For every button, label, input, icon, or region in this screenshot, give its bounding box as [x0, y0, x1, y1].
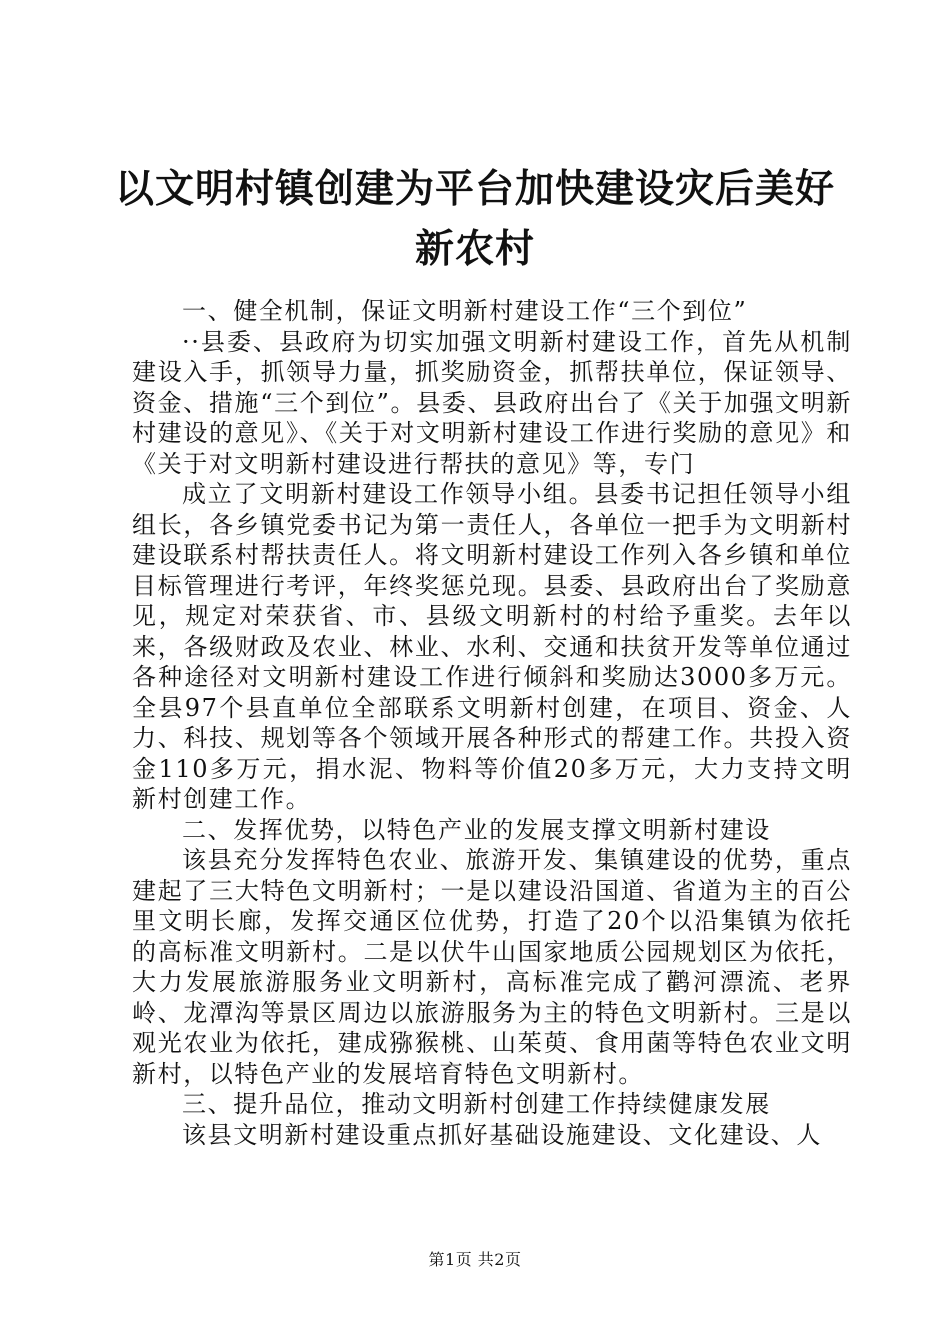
- section-heading-3: 三、提升品位，推动文明新村创建工作持续健康发展: [182, 1090, 771, 1118]
- document-body: [132, 296, 852, 1150]
- section-heading-1: 一、健全机制，保证文明新村建设工作“三个到位”: [182, 297, 748, 325]
- paragraph-2: 成立了文明新村建设工作领导小组。县委书记担任领导小组组长，各乡镇党委书记为第一责任人，各单位一把手为文明新村建设联系村帮扶责任人。将文明新村建设工作列入各乡镇和单位目标管理进行考评，年终奖惩兑现。县委、县政府出台了奖励意见，规定对荣获省、市、县级文明新村的村给予重奖。去年以来，各级财政及农业、林业、水利、交通和扶贫开发等单位通过各种途径对文明新村建设工作进行倾斜和奖励达3000多万元。全县97个县直单位全部联系文明新村创建，在项目、资金、人力、科技、规划等各个领域开展各种形式的帮建工作。共投入资金110多万元，捐水泥、物料等价值20多万元，大力支持文明新村创建工作。: [132, 480, 852, 813]
- document-title: 以文明村镇创建为平台加快建设灾后美好新农村: [114, 167, 835, 272]
- paragraph-4: 该县文明新村建设重点抓好基础设施建设、文化建设、人: [182, 1120, 822, 1149]
- section-heading-2: 二、发挥优势，以特色产业的发展支撑文明新村建设: [182, 815, 771, 844]
- paragraph-3: 该县充分发挥特色农业、旅游开发、集镇建设的优势，重点建起了三大特色文明新村；一是以建设沿国道、省道为主的百公里文明长廊，发挥交通区位优势，打造了20个以沿集镇为依托的高标准文明新村。二是以伏牛山国家地质公园规划区为依托，大力发展旅游服务业文明新村，高标准完成了鹳河漂流、老界岭、龙潭沟等景区周边以旅游服务为主的特色文明新村。三是以观光农业为依托，建成猕猴桃、山茱萸、食用菌等特色农业文明新村，以特色产业的发展培育特色文明新村。: [132, 846, 852, 1088]
- paragraph-1: ··县委、县政府为切实加强文明新村建设工作，首先从机制建设入手，抓领导力量，抓奖励资金，抓帮扶单位，保证领导、资金、措施“三个到位”。县委、县政府出台了《关于加强文明新村建设的意见》、《关于对文明新村建设工作进行奖励的意见》和《关于对文明新村建设进行帮扶的意见》等，专门: [132, 327, 852, 478]
- page-footer: 第1页 共2页: [428, 1250, 522, 1269]
